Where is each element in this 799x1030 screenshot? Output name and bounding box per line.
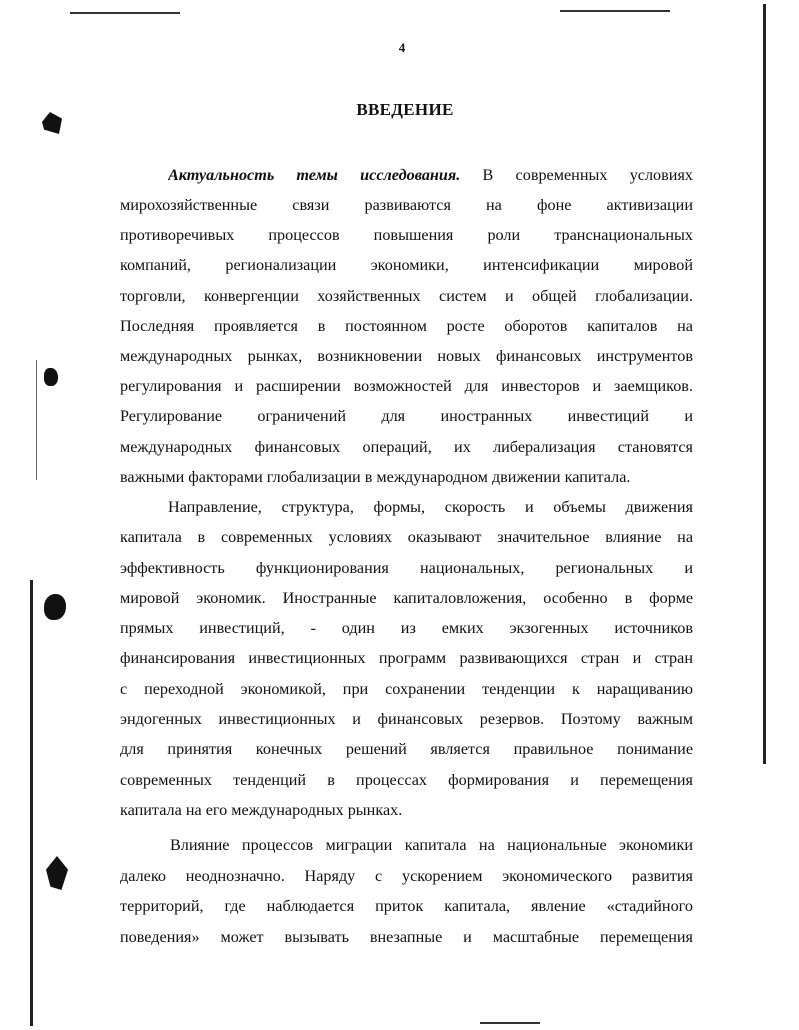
paragraph-line: прямых инвестиций, - один из емких экзогенных источников [120, 619, 693, 637]
paragraph-line: территорий, где наблюдается приток капитала, явление «стадийного [120, 897, 693, 915]
paragraph-line: мирохозяйственные связи развиваются на фоне активизации [120, 196, 693, 214]
paragraph-line: финансирования инвестиционных программ развивающихся стран и стран [120, 649, 693, 667]
paragraph-line: Последняя проявляется в постоянном росте оборотов капиталов на [120, 317, 693, 335]
paragraph-line: международных финансовых операций, их либерализация становятся [120, 438, 693, 456]
scan-mark-bottom [480, 1022, 540, 1024]
scan-mark-top [70, 12, 180, 14]
paragraph-line: капитала на его международных рынках. [120, 801, 403, 819]
paragraph-line: поведения» может вызывать внезапные и масштабные перемещения [120, 928, 693, 946]
paragraph-line: современных тенденций в процессах формирования и перемещения [120, 771, 693, 789]
paragraph-line: Направление, структура, формы, скорость и объемы движения [168, 498, 693, 516]
scan-mark-top [560, 10, 670, 12]
paragraph-line: эффективность функционирования национальных, региональных и [120, 559, 693, 577]
page-number: 4 [398, 40, 406, 55]
scan-blot [44, 594, 66, 620]
paragraph-line: далеко неоднозначно. Наряду с ускорением экономического развития [120, 867, 693, 885]
paragraph-line: мировой экономик. Иностранные капиталовложения, особенно в форме [120, 589, 693, 607]
scan-blot [46, 856, 68, 890]
scan-border-left [30, 580, 33, 1026]
scan-blot [44, 368, 58, 386]
paragraph-line: Актуальность темы исследования. В современных условиях [168, 166, 693, 184]
paragraph-line: важными факторами глобализации в международном движении капитала. [120, 468, 631, 486]
paragraph-line: международных рынках, возникновении новых финансовых инструментов [120, 347, 693, 365]
scan-border-left-thin [36, 360, 37, 480]
paragraph-line: торговли, конвергенции хозяйственных систем и общей глобализации. [120, 287, 693, 305]
paragraph-line: для принятия конечных решений является правильное понимание [120, 740, 693, 758]
paragraph-line: противоречивых процессов повышения роли транснациональных [120, 226, 693, 244]
paragraph-line: регулирования и расширении возможностей для инвесторов и заемщиков. [120, 377, 693, 395]
scan-blot [42, 112, 62, 134]
paragraph-line: Регулирование ограничений для иностранных инвестиций и [120, 407, 693, 425]
paragraph-line: эндогенных инвестиционных и финансовых резервов. Поэтому важным [120, 710, 693, 728]
paragraph-lead: Актуальность темы исследования. [168, 166, 461, 184]
page-title: ВВЕДЕНИЕ [356, 100, 454, 119]
paragraph-line: с переходной экономикой, при сохранении тенденции к наращиванию [120, 680, 693, 698]
paragraph-line: Влияние процессов миграции капитала на национальные экономики [170, 836, 693, 854]
paragraph-line: компаний, регионализации экономики, интенсификации мировой [120, 256, 693, 274]
paragraph-line: капитала в современных условиях оказывают значительное влияние на [120, 528, 693, 546]
scan-border-right [763, 4, 766, 764]
